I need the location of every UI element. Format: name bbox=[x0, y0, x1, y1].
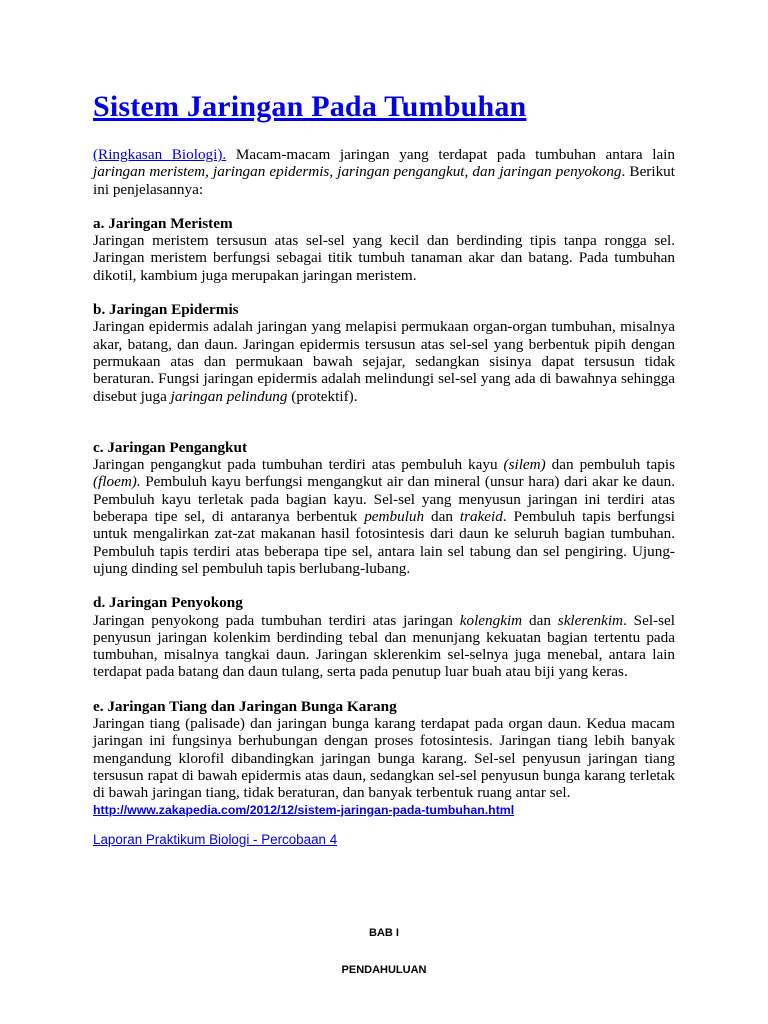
document-page bbox=[93, 90, 675, 847]
pengangkut-text-4: dan bbox=[424, 508, 460, 526]
pengangkut-italic-trakeid: trakeid bbox=[459, 508, 503, 526]
intro-text: Macam-macam jaringan yang terdapat pada tumbuhan antara lain bbox=[226, 146, 675, 163]
pengangkut-italic-floem: (floem). bbox=[93, 473, 141, 491]
pengangkut-italic-silem: (silem) bbox=[503, 456, 546, 474]
penyokong-text-3: . Sel-sel penyusun jaringan kolenkim berdinding tebal dan menunjang kekuatan bagian tertentu pada tumbuhan, misalnya tangkai daun. Jaringan sklerenkim sel-selnya juga menebal, antara lain terdapat pada batang dan daun tulang, serta pada penutup luar buah atau biji yang keras. bbox=[93, 611, 675, 681]
penyokong-text-2: dan bbox=[522, 611, 558, 629]
bab-label: BAB I bbox=[369, 927, 399, 939]
penyokong-text-1: Jaringan penyokong pada tumbuhan terdiri atas jaringan bbox=[93, 611, 460, 629]
ringkasan-link[interactable]: (Ringkasan Biologi). bbox=[93, 146, 227, 163]
intro-text-end: . Berikut ini penjelasannya: bbox=[93, 163, 675, 198]
pengangkut-text-5: . Pembuluh tapis berfungsi untuk mengalirkan zat-zat makanan hasil fotosintesis dari daun ke seluruh bagian tumbuhan. Pembuluh tapis terdiri atas beberapa tipe sel, antara lain sel tabung dan sel pengiring. Ujung-ujung dinding sel pembuluh tapis berlubang-lubang. bbox=[93, 508, 676, 577]
intro-paragraph bbox=[93, 146, 675, 198]
pengangkut-text-2: dan pembuluh tapis bbox=[545, 456, 675, 474]
epidermis-text: Jaringan epidermis adalah jaringan yang melapisi permukaan organ-organ tumbuhan, misalnya akar, batang, dan daun. Jaringan epidermis tersusun atas sel-sel yang berbentuk pipih dengan permukaan atas dan permukaan bawah sejajar, sedangkan sisinya dapat tersusun tidak beraturan. Fungsi jaringan epidermis adalah melindungi sel-sel yang ada di bawahnya sehingga disebut juga bbox=[93, 318, 675, 405]
intro-italic: jaringan meristem, jaringan epidermis, jaringan pengangkut, dan jaringan penyokong bbox=[93, 163, 622, 181]
source-url-link[interactable]: http://www.zakapedia.com/2012/12/sistem-jaringan-pada-tumbuhan.html bbox=[93, 802, 515, 817]
epidermis-italic: jaringan pelindung bbox=[170, 387, 288, 405]
report-link[interactable]: Laporan Praktikum Biologi - Percobaan 4 bbox=[93, 831, 338, 847]
heading-epidermis: b. Jaringan Epidermis bbox=[93, 301, 239, 319]
paragraph-tiang-bunga-karang: Jaringan tiang (palisade) dan jaringan bunga karang terdapat pada organ daun. Kedua macam jaringan ini fungsinya berhubungan dengan proses fotosintesis. Jaringan tiang lebih banyak mengandung klorofil dibandingkan jaringan bunga karang. Sel-sel penyusun jaringan tiang tersusun rapat di bawah epidermis atas daun, sedangkan sel-sel penyusun bunga karang terletak di bawah jaringan tiang, tidak beraturan, dan banyak terbentuk ruang antar sel. bbox=[93, 715, 675, 802]
pendahuluan-label: PENDAHULUAN bbox=[341, 964, 427, 976]
heading-pengangkut: c. Jaringan Pengangkut bbox=[93, 438, 248, 456]
pengangkut-italic-pembuluh: pembuluh bbox=[364, 508, 425, 526]
pengangkut-text-3: Pembuluh kayu berfungsi mengangkut air dan mineral (unsur hara) dari akar ke daun. Pembuluh kayu terletak pada bagian kayu. Sel-sel yang menyusun jaringan ini terdiri atas beberapa tipe sel, di antaranya berbentuk bbox=[93, 473, 675, 526]
penyokong-italic-kolengkim: kolengkim bbox=[459, 611, 523, 629]
penyokong-italic-sklerenkim: sklerenkim bbox=[557, 611, 624, 629]
pengangkut-text-1: Jaringan pengangkut pada tumbuhan terdiri atas pembuluh kayu bbox=[93, 456, 504, 474]
paragraph-meristem: Jaringan meristem tersusun atas sel-sel yang kecil dan berdinding tipis tanpa rongga sel. Jaringan meristem berfungsi sebagai titik tumbuh tanaman akar dan batang. Pada tumbuhan dikotil, kambium juga merupakan jaringan meristem. bbox=[93, 232, 675, 284]
paragraph-epidermis bbox=[93, 318, 675, 404]
page-title[interactable]: Sistem Jaringan Pada Tumbuhan bbox=[93, 90, 527, 123]
heading-tiang-bunga-karang: e. Jaringan Tiang dan Jaringan Bunga Karang bbox=[93, 697, 397, 715]
paragraph-pengangkut bbox=[93, 456, 675, 577]
heading-penyokong: d. Jaringan Penyokong bbox=[93, 594, 243, 612]
paragraph-penyokong bbox=[93, 612, 675, 681]
epidermis-text-end: (protektif). bbox=[287, 387, 358, 405]
heading-meristem: a. Jaringan Meristem bbox=[93, 214, 233, 232]
